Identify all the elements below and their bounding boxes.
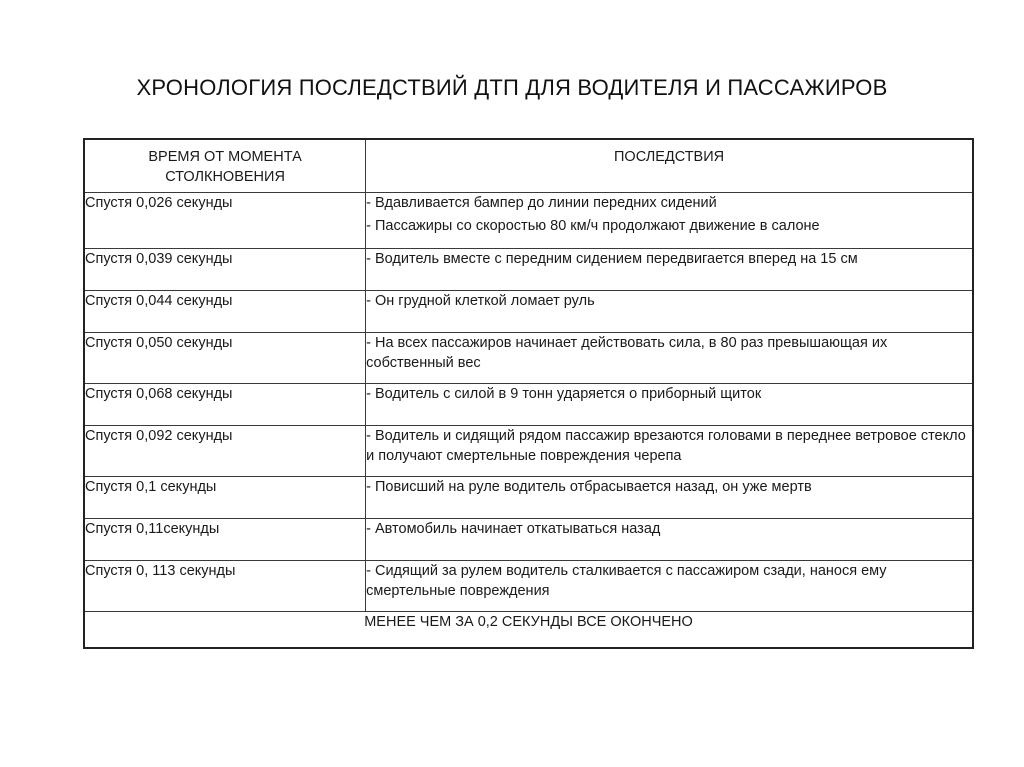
table-row xyxy=(84,291,973,333)
table-footer-row xyxy=(84,612,973,649)
consequence-line: - Повисший на руле водитель отбрасывается назад, он уже мертв xyxy=(366,479,812,495)
header-time-line1: ВРЕМЯ ОТ МОМЕНТА xyxy=(148,149,302,165)
summary-footer: МЕНЕЕ ЧЕМ ЗА 0,2 СЕКУНДЫ ВСЕ ОКОНЧЕНО xyxy=(84,612,973,649)
consequence-line: - Водитель и сидящий рядом пассажир врезаются головами в переднее ветровое стекло и получают смертельные повреждения черепа xyxy=(366,428,966,464)
consequence-line: - Водитель с силой в 9 тонн ударяется о приборный щиток xyxy=(366,386,762,402)
time-cell: Спустя 0,11секунды xyxy=(84,519,366,561)
consequence-line: - Пассажиры со скоростью 80 км/ч продолжают движение в салоне xyxy=(366,218,820,234)
timeline-table xyxy=(83,138,974,649)
consequence-cell xyxy=(366,384,973,426)
table-row xyxy=(84,561,973,612)
table-body xyxy=(84,193,973,612)
consequence-line: - Сидящий за рулем водитель сталкивается с пассажиром сзади, нанося ему смертельные повреждения xyxy=(366,563,887,599)
time-cell: Спустя 0,039 секунды xyxy=(84,249,366,291)
time-cell: Спустя 0,092 секунды xyxy=(84,426,366,477)
consequence-cell xyxy=(366,291,973,333)
table-row xyxy=(84,519,973,561)
header-time-line2: СТОЛКНОВЕНИЯ xyxy=(165,169,285,185)
table-header-row xyxy=(84,139,973,193)
consequence-cell xyxy=(366,477,973,519)
header-consequences: ПОСЛЕДСТВИЯ xyxy=(366,139,973,193)
consequence-line: - На всех пассажиров начинает действовать сила, в 80 раз превышающая их собственный вес xyxy=(366,335,888,371)
table-row xyxy=(84,249,973,291)
time-cell: Спустя 0, 113 секунды xyxy=(84,561,366,612)
consequence-cell xyxy=(366,193,973,249)
consequence-line: - Автомобиль начинает откатываться назад xyxy=(366,521,661,537)
page-title: ХРОНОЛОГИЯ ПОСЛЕДСТВИЙ ДТП ДЛЯ ВОДИТЕЛЯ И ПАССАЖИРОВ xyxy=(136,75,888,100)
table-row xyxy=(84,384,973,426)
consequence-cell xyxy=(366,249,973,291)
time-cell: Спустя 0,068 секунды xyxy=(84,384,366,426)
consequence-line: - Водитель вместе с передним сидением передвигается вперед на 15 см xyxy=(366,251,858,267)
consequence-line: - Он грудной клеткой ломает руль xyxy=(366,293,595,309)
consequence-cell xyxy=(366,561,973,612)
time-cell: Спустя 0,050 секунды xyxy=(84,333,366,384)
consequence-line: - Вдавливается бампер до линии передних сидений xyxy=(366,195,717,211)
consequence-cell xyxy=(366,426,973,477)
consequence-cell xyxy=(366,333,973,384)
time-cell: Спустя 0,044 секунды xyxy=(84,291,366,333)
table-row xyxy=(84,477,973,519)
time-cell: Спустя 0,026 секунды xyxy=(84,193,366,249)
table-row xyxy=(84,193,973,249)
time-cell: Спустя 0,1 секунды xyxy=(84,477,366,519)
table-row xyxy=(84,333,973,384)
header-time xyxy=(84,139,366,193)
table-row xyxy=(84,426,973,477)
consequence-cell xyxy=(366,519,973,561)
